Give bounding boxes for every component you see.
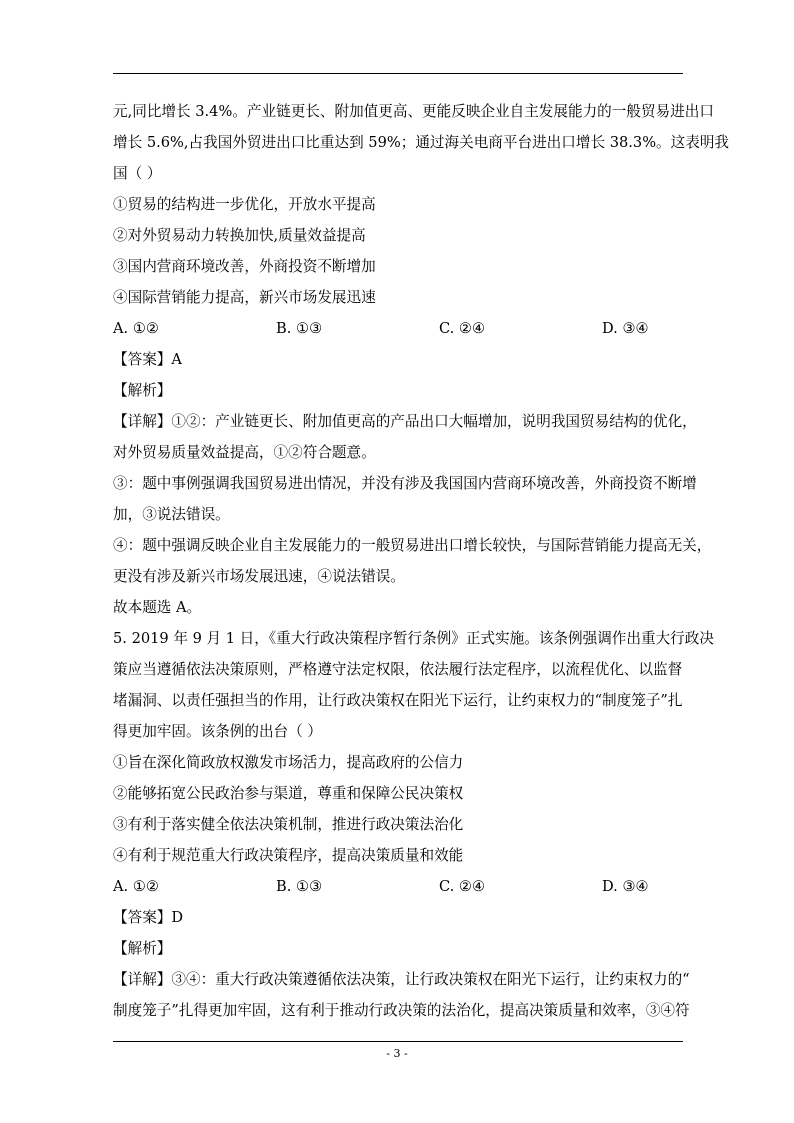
q4-option-c: C. ②④ xyxy=(439,320,486,337)
q5-option-d: D. ③④ xyxy=(602,878,649,895)
q4-analysis-line: 对外贸易质量效益提高，①②符合题意。 xyxy=(113,444,376,461)
header-rule xyxy=(113,73,683,74)
q5-answer: 【答案】D xyxy=(113,909,184,926)
q4-item: ③国内营商环境改善，外商投资不断增加 xyxy=(113,258,376,275)
q4-analysis-line: ③：题中事例强调我国贸易进出情况，并没有涉及我国国内营商环境改善，外商投资不断增 xyxy=(113,475,697,492)
q4-analysis-line: 更没有涉及新兴市场发展迅速，④说法错误。 xyxy=(113,568,405,585)
q4-option-b: B. ①③ xyxy=(276,320,323,337)
q5-option-c: C. ②④ xyxy=(439,878,486,895)
q4-option-a: A. ①② xyxy=(113,320,159,337)
q4-analysis-line: 加，③说法错误。 xyxy=(113,506,230,523)
q5-item: ③有利于落实健全依法决策机制，推进行政决策法治化 xyxy=(113,816,464,833)
q5-item: ②能够拓宽公民政治参与渠道，尊重和保障公民决策权 xyxy=(113,785,464,802)
q4-item: ④国际营销能力提高，新兴市场发展迅速 xyxy=(113,289,376,306)
page-content xyxy=(113,96,730,1026)
page-number: - 3 - xyxy=(386,1047,408,1060)
q4-analysis-line: 【详解】①②：产业链更长、附加值更高的产品出口大幅增加，说明我国贸易结构的优化， xyxy=(113,413,697,430)
q4-stem-line: 增长 5.6%,占我国外贸进出口比重达到 59%；通过海关电商平台进出口增长 38.3%。这表明我 xyxy=(113,134,730,151)
q5-item: ④有利于规范重大行政决策程序，提高决策质量和效能 xyxy=(113,847,464,864)
q4-option-d: D. ③④ xyxy=(602,320,649,337)
q4-options xyxy=(113,313,688,344)
q4-item: ①贸易的结构进一步优化，开放水平提高 xyxy=(113,196,376,213)
q5-option-b: B. ①③ xyxy=(276,878,323,895)
q4-answer: 【答案】A xyxy=(113,351,182,368)
q5-option-a: A. ①② xyxy=(113,878,159,895)
q5-analysis-line: 制度笼子”扎得更加牢固，这有利于推动行政决策的法治化，提高决策质量和效率，③④符 xyxy=(113,1002,690,1019)
q5-analysis-line: 【详解】③④：重大行政决策遵循依法决策，让行政决策权在阳光下运行，让约束权力的“ xyxy=(113,971,690,988)
q4-item: ②对外贸易动力转换加快,质量效益提高 xyxy=(113,227,366,244)
q5-options xyxy=(113,871,688,902)
q4-stem-line: 元,同比增长 3.4%。产业链更长、附加值更高、更能反映企业自主发展能力的一般贸易进出口 xyxy=(113,103,714,120)
footer-rule xyxy=(113,1041,683,1042)
q4-analysis-line: ④：题中强调反映企业自主发展能力的一般贸易进出口增长较快，与国际营销能力提高无关， xyxy=(113,537,712,554)
q5-analysis-label: 【解析】 xyxy=(113,940,172,957)
q4-stem-line: 国（ ） xyxy=(113,165,162,182)
q4-analysis-line: 故本题选 A。 xyxy=(113,599,202,616)
q5-item: ①旨在深化简政放权激发市场活力，提高政府的公信力 xyxy=(113,754,464,771)
q5-stem-line: 5. 2019 年 9 月 1 日，《重大行政决策程序暂行条例》正式实施。该条例强调作出重大行政决 xyxy=(113,630,714,647)
q4-analysis-label: 【解析】 xyxy=(113,382,172,399)
q5-stem-line: 策应当遵循依法决策原则，严格遵守法定权限，依法履行法定程序，以流程优化、以监督 xyxy=(113,661,683,678)
q5-stem-line: 得更加牢固。该条例的出台（ ） xyxy=(113,723,322,740)
q5-stem-line: 堵漏洞、以责任强担当的作用，让行政决策权在阳光下运行，让约束权力的“制度笼子”扎 xyxy=(113,692,683,709)
